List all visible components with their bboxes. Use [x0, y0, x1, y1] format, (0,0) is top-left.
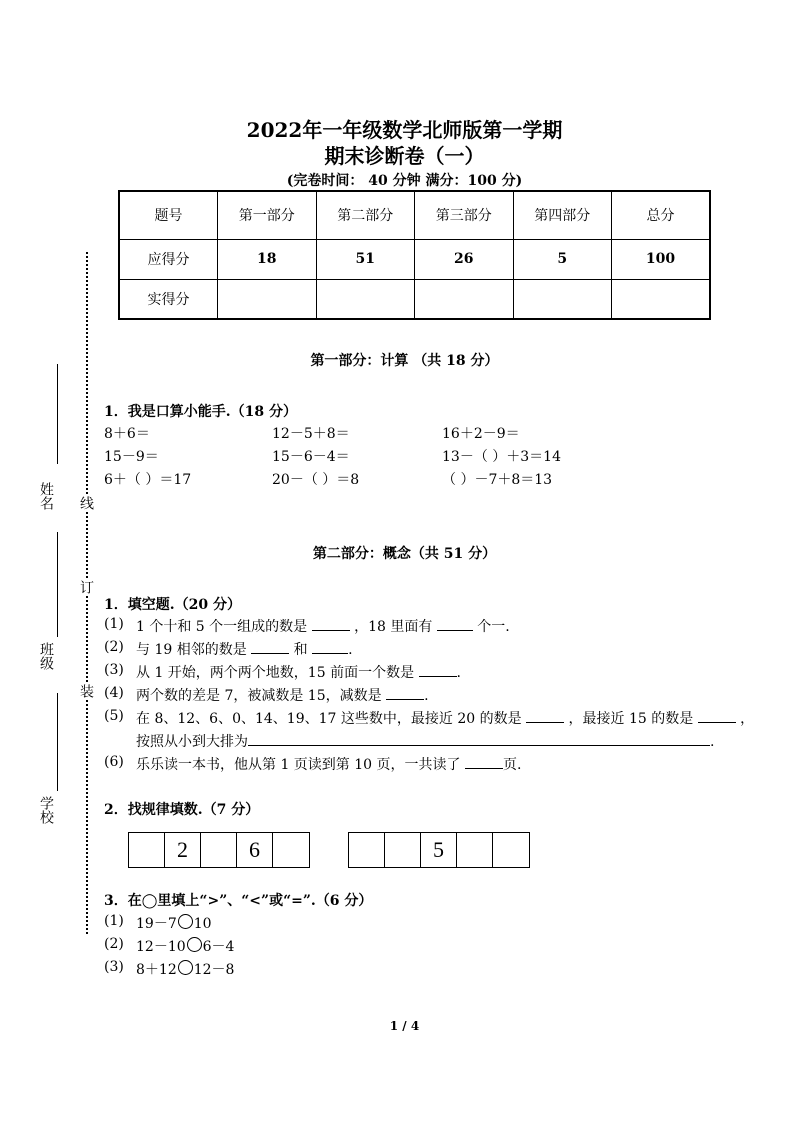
- page-title: 2022年一年级数学北师版第一学期: [246, 118, 563, 142]
- item-number: (1): [104, 913, 124, 929]
- calc-item: 13－（ ）＋3＝14: [442, 449, 561, 465]
- pattern-box: 2: [165, 833, 201, 867]
- actual-label: 实得分: [119, 279, 218, 319]
- name-underline: [57, 364, 58, 464]
- answer-blank[interactable]: [251, 639, 289, 654]
- fill-item-3: [136, 662, 461, 682]
- score-header-cell: 第二部分: [316, 191, 415, 239]
- answer-blank[interactable]: [312, 639, 348, 654]
- pattern-box[interactable]: [129, 833, 165, 867]
- name-label: 姓名: [38, 482, 54, 510]
- part2-q1-heading: 1．填空题.（20 分）: [104, 597, 241, 613]
- calc-item: 16＋2－9＝: [442, 426, 520, 442]
- expected-score: 18: [218, 239, 317, 279]
- answer-blank[interactable]: [419, 662, 457, 677]
- pattern-box[interactable]: [273, 833, 309, 867]
- answer-blank[interactable]: [465, 754, 503, 769]
- part2-q2-heading: 2．找规律填数.（7 分）: [104, 802, 260, 818]
- answer-blank[interactable]: [312, 616, 350, 631]
- calc-item: 15－9＝: [104, 449, 159, 465]
- item-text: .: [456, 665, 461, 681]
- fill-item-5-continued: [136, 731, 714, 751]
- compare-circle[interactable]: [187, 937, 202, 952]
- score-header-cell: 总分: [612, 191, 711, 239]
- actual-score-cell[interactable]: [415, 279, 514, 319]
- item-text: ，: [740, 711, 755, 727]
- pattern-box[interactable]: [385, 833, 421, 867]
- pattern-box[interactable]: [201, 833, 237, 867]
- answer-blank[interactable]: [526, 708, 564, 723]
- item-text: 乐乐读一本书，他从第 1 页读到第 10 页，一共读了: [136, 757, 461, 773]
- actual-score-cell[interactable]: [612, 279, 711, 319]
- score-table: [118, 190, 711, 320]
- item-text: ，18 里面有: [354, 619, 433, 635]
- score-table-expected-row: [119, 239, 710, 279]
- item-text: 与 19 相邻的数是: [136, 642, 247, 658]
- compare-left: 19－7: [136, 916, 177, 932]
- pattern-box[interactable]: [349, 833, 385, 867]
- expected-score: 100: [612, 239, 711, 279]
- school-label: 学校: [38, 796, 54, 824]
- item-text: 个一.: [477, 619, 510, 635]
- item-number: (3): [104, 662, 124, 678]
- item-text: 1 个十和 5 个一组成的数是: [136, 619, 308, 635]
- item-text: 在 8、12、6、0、14、19、17 这些数中，最接近 20 的数是: [136, 711, 522, 727]
- item-text: 两个数的差是 7，被减数是 15，减数是: [136, 688, 382, 704]
- calc-item: 20－（ ）＝8: [272, 472, 360, 488]
- pattern-box[interactable]: [457, 833, 493, 867]
- expected-label: 应得分: [119, 239, 218, 279]
- fill-item-6: [136, 754, 521, 774]
- item-number: (3): [104, 959, 124, 975]
- binding-zhuang-char: 装: [78, 684, 94, 698]
- score-header-cell: 题号: [119, 191, 218, 239]
- page-number: 1 / 4: [389, 1019, 420, 1033]
- binding-ding-char: 订: [78, 580, 94, 594]
- compare-circle[interactable]: [178, 960, 193, 975]
- compare-circle[interactable]: [178, 914, 193, 929]
- pattern-box[interactable]: [493, 833, 529, 867]
- fill-item-1: [136, 616, 510, 636]
- pattern-sequence-1: [128, 832, 310, 868]
- score-header-cell: 第四部分: [513, 191, 612, 239]
- answer-blank[interactable]: [698, 708, 736, 723]
- item-number: (1): [104, 616, 124, 632]
- expected-score: 5: [513, 239, 612, 279]
- score-table-actual-row: [119, 279, 710, 319]
- part2-heading: 第二部分：概念（共 51 分）: [312, 546, 497, 562]
- actual-score-cell[interactable]: [218, 279, 317, 319]
- score-header-cell: 第三部分: [415, 191, 514, 239]
- fill-item-2: [136, 639, 353, 659]
- answer-blank[interactable]: [437, 616, 473, 631]
- binding-line-char: 线: [78, 496, 94, 510]
- expected-score: 51: [316, 239, 415, 279]
- compare-right: 10: [193, 916, 212, 932]
- answer-blank[interactable]: [386, 685, 424, 700]
- item-number: (2): [104, 936, 124, 952]
- expected-score: 26: [415, 239, 514, 279]
- calc-item: 8＋6＝: [104, 426, 150, 442]
- item-text: .: [348, 642, 353, 658]
- item-text: 从 1 开始，两个两个地数，15 前面一个数是: [136, 665, 415, 681]
- class-underline: [57, 532, 58, 637]
- compare-right: 6－4: [202, 939, 235, 955]
- answer-blank[interactable]: [248, 731, 710, 746]
- item-number: (5): [104, 708, 124, 724]
- item-text: ，最接近 15 的数是: [568, 711, 694, 727]
- actual-score-cell[interactable]: [316, 279, 415, 319]
- item-text: .: [424, 688, 429, 704]
- page-subtitle-title: 期末诊断卷（一）: [324, 144, 485, 168]
- compare-item-2: [136, 936, 234, 956]
- compare-right: 12－8: [193, 962, 235, 978]
- item-text: 页.: [502, 757, 522, 773]
- fill-item-5: [136, 708, 754, 728]
- compare-left: 8＋12: [136, 962, 177, 978]
- compare-left: 12－10: [136, 939, 186, 955]
- item-number: (4): [104, 685, 124, 701]
- compare-item-1: [136, 913, 212, 933]
- part2-q3-heading: 3．在◯里填上“>”、“<”或“=”.（6 分）: [104, 893, 373, 909]
- calc-item: 15－6－4＝: [272, 449, 350, 465]
- calc-item: （ ）－7＋8＝13: [442, 472, 553, 488]
- calc-item: 6＋（ ）＝17: [104, 472, 192, 488]
- compare-item-3: [136, 959, 234, 979]
- item-number: (6): [104, 754, 124, 770]
- exam-info: (完卷时间： 40 分钟 满分：100 分): [286, 173, 523, 189]
- pattern-box: 5: [421, 833, 457, 867]
- item-number: (2): [104, 639, 124, 655]
- item-text: 按照从小到大排为: [136, 734, 248, 750]
- pattern-sequence-2: [348, 832, 530, 868]
- fill-item-4: [136, 685, 429, 705]
- item-text: 和: [293, 642, 308, 658]
- school-underline: [57, 693, 58, 791]
- class-label: 班级: [38, 642, 54, 670]
- calc-item: 12－5＋8＝: [272, 426, 350, 442]
- part1-q1-heading: 1．我是口算小能手.（18 分）: [104, 404, 297, 420]
- score-header-cell: 第一部分: [218, 191, 317, 239]
- score-table-header-row: [119, 191, 710, 239]
- actual-score-cell[interactable]: [513, 279, 612, 319]
- part1-heading: 第一部分：计算 （共 18 分）: [310, 353, 499, 369]
- pattern-box: 6: [237, 833, 273, 867]
- item-text: .: [710, 734, 715, 750]
